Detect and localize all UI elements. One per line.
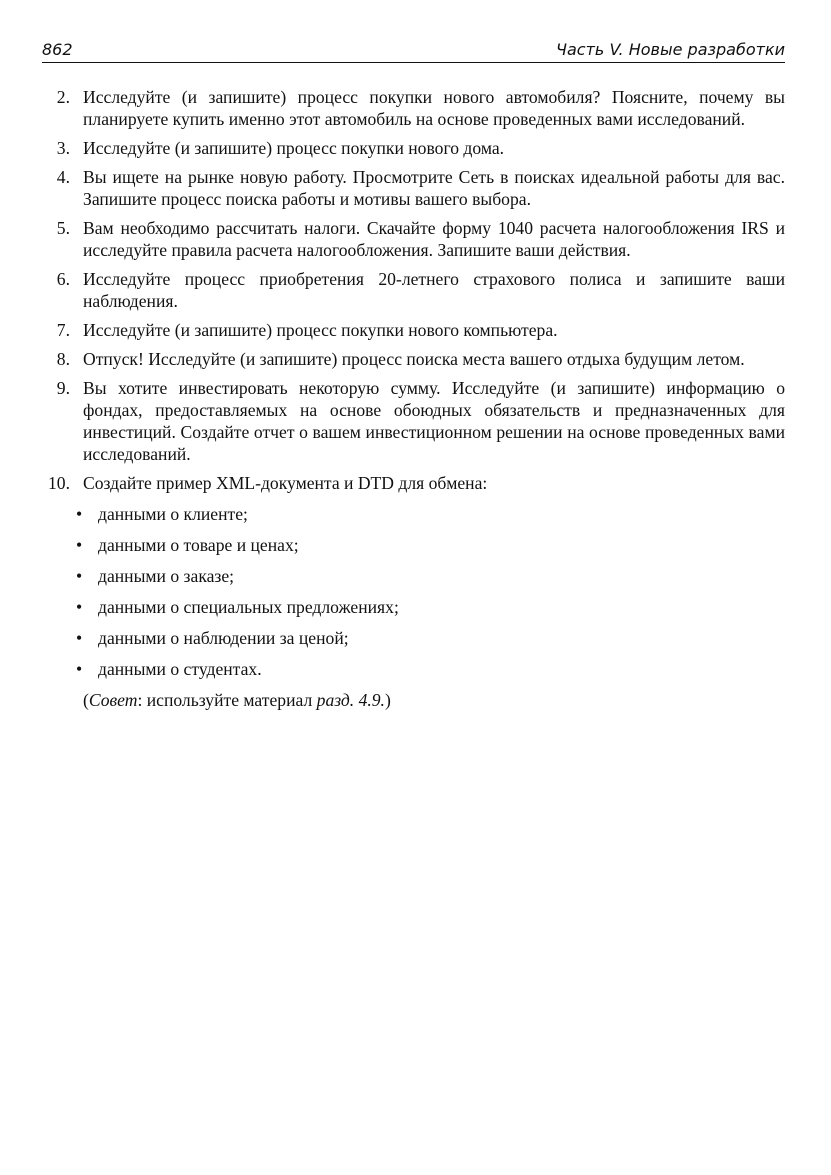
item-number: 5. [56, 218, 70, 238]
running-head: Часть V. Новые разработки [556, 40, 785, 59]
item-text: Вы хотите инвестировать некоторую сумму. Исследуйте (и запишите) информацию о фондах, предоставляемых на основе обоюдных обязательств и предназначенных для инвестиций. Создайте отчет о вашем инвестиционном решении на основе проведенных вами исследований. [83, 378, 785, 464]
bullet-text: данными о клиенте; [98, 504, 248, 524]
bullet-text: данными о товаре и ценах; [98, 535, 299, 555]
list-item [42, 166, 785, 210]
bullet-list [42, 503, 785, 680]
bullet-icon: • [76, 566, 83, 586]
item-number: 8. [56, 349, 70, 369]
bullet-icon: • [76, 659, 83, 679]
bullet-item [42, 565, 785, 587]
bullet-icon: • [76, 597, 83, 617]
item-number: 9. [56, 378, 70, 398]
bullet-text: данными о наблюдении за ценой; [98, 628, 349, 648]
list-item [42, 472, 785, 494]
bullet-item [42, 627, 785, 649]
bullet-item [42, 596, 785, 618]
list-item [42, 217, 785, 261]
hint-label: Совет [88, 690, 138, 710]
bullet-icon: • [76, 504, 83, 524]
item-text: Создайте пример XML-документа и DTD для обмена: [83, 473, 488, 493]
item-number: 6. [56, 269, 70, 289]
list-item [42, 86, 785, 130]
bullet-item [42, 503, 785, 525]
list-item [42, 319, 785, 341]
item-number: 7. [56, 320, 70, 340]
bullet-icon: • [76, 535, 83, 555]
bullet-icon: • [76, 628, 83, 648]
bullet-text: данными о студентах. [98, 659, 262, 679]
hint-open-paren: ( [83, 690, 89, 710]
item-text: Исследуйте (и запишите) процесс покупки нового дома. [83, 138, 505, 158]
bullet-item [42, 534, 785, 556]
item-text: Отпуск! Исследуйте (и запишите) процесс поиска места вашего отдыха будущим летом. [83, 349, 745, 369]
item-text: Вам необходимо рассчитать налоги. Скачайте форму 1040 расчета налогообложения IRS и исследуйте правила расчета налогообложения. Запишите ваши действия. [83, 218, 785, 260]
hint-close-paren: ) [384, 690, 391, 710]
bullet-text: данными о заказе; [98, 566, 235, 586]
bullet-item [42, 658, 785, 680]
list-item [42, 348, 785, 370]
item-text: Исследуйте процесс приобретения 20-летнего страхового полиса и запишите ваши наблюдения. [83, 269, 785, 311]
page-header [42, 38, 785, 63]
bullet-text: данными о специальных предложениях; [98, 597, 399, 617]
hint-text: : используйте материал [137, 690, 317, 710]
item-text: Исследуйте (и запишите) процесс покупки нового компьютера. [83, 320, 558, 340]
item-number: 4. [56, 167, 70, 187]
list-item [42, 377, 785, 465]
exercise-list [42, 86, 785, 711]
item-number: 3. [56, 138, 70, 158]
list-item [42, 137, 785, 159]
page-number: 862 [42, 40, 73, 59]
item-number: 2. [56, 87, 70, 107]
hint-note [42, 689, 785, 711]
item-number: 10. [48, 473, 70, 493]
item-text: Исследуйте (и запишите) процесс покупки нового автомобиля? Поясните, почему вы планируете купить именно этот автомобиль на основе проведенных вами исследований. [83, 87, 785, 129]
hint-reference: разд. 4.9. [316, 690, 385, 710]
list-item [42, 268, 785, 312]
item-text: Вы ищете на рынке новую работу. Просмотрите Сеть в поисках идеальной работы для вас. Запишите процесс поиска работы и мотивы вашего выбора. [83, 167, 785, 209]
